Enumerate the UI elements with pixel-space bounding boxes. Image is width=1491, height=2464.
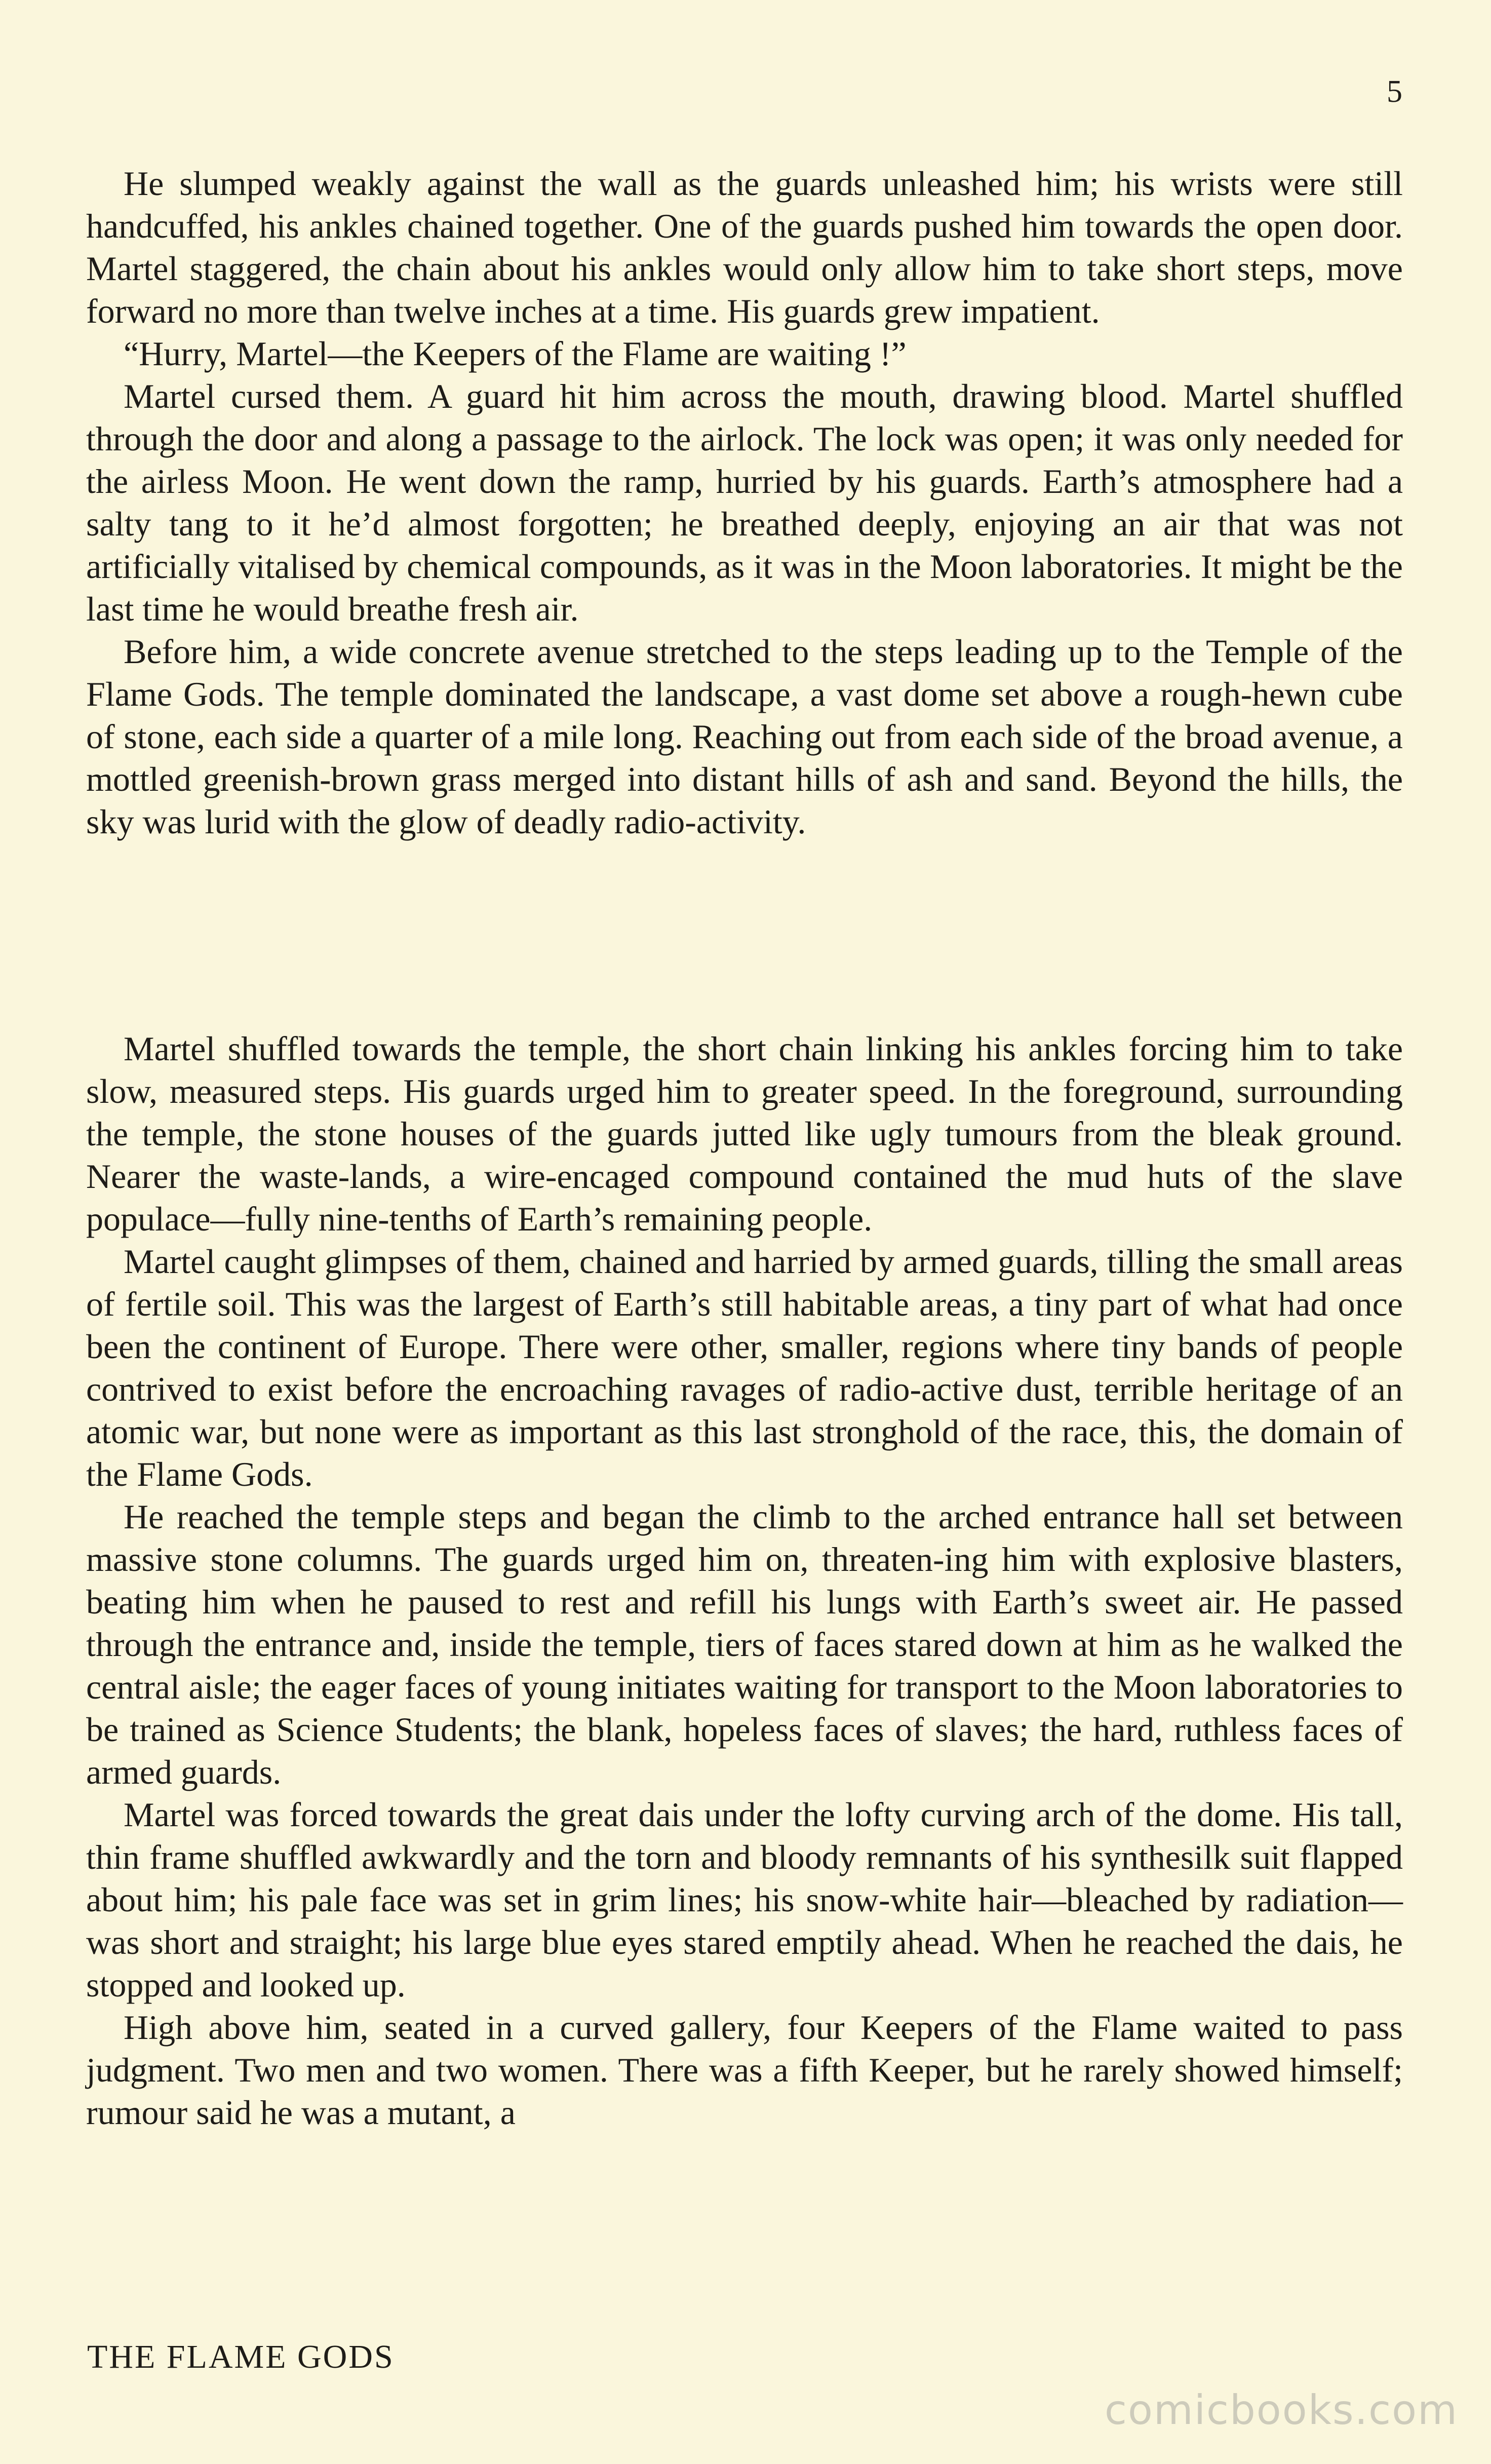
text-section-two bbox=[86, 1027, 1403, 2134]
page-number: 5 bbox=[1387, 74, 1402, 109]
paragraph: Martel cursed them. A guard hit him across the mouth, drawing blood. Martel shuffled through the door and along a passage to the airlock. The lock was open; it was only needed for the airless Moon. He went down the ramp, hurried by his guards. Earth’s atmosphere had a salty tang to it he’d almost forgotten; he breathed deeply, enjoying an air that was not artificially vitalised by chemical compounds, as it was in the Moon laboratories. It might be the last time he would breathe fresh air. bbox=[86, 377, 1403, 628]
paragraph: Martel was forced towards the great dais under the lofty curving arch of the dome. His tall, thin frame shuffled awkwardly and the torn and bloody remnants of his synthesilk suit flapped about him; his pale face was set in grim lines; his snow-white hair—bleached by radiation—was short and straight; his large blue eyes stared emptily ahead. When he reached the dais, he stopped and looked up. bbox=[86, 1795, 1403, 2004]
paragraph: Before him, a wide concrete avenue stretched to the steps leading up to the Temple of the Flame Gods. The temple dominated the landscape, a vast dome set above a rough-hewn cube of stone, each side a quarter of a mile long. Reaching out from each side of the broad avenue, a mottled greenish-brown grass merged into distant hills of ash and sand. Beyond the hills, the sky was lurid with the glow of deadly radio-activity. bbox=[86, 632, 1403, 841]
paragraph: He reached the temple steps and began the climb to the arched entrance hall set between massive stone columns. The guards urged him on, threaten-ing him with explosive blasters, beating him when he paused to rest and refill his lungs with Earth’s sweet air. He passed through the entrance and, inside the temple, tiers of faces stared down at him as he walked the central aisle; the eager faces of young initiates waiting for transport to the Moon laboratories to be trained as Science Students; the blank, hopeless faces of slaves; the hard, ruthless faces of armed guards. bbox=[86, 1497, 1403, 1791]
running-footer-title: THE FLAME GODS bbox=[87, 2338, 395, 2375]
paragraph: High above him, seated in a curved gallery, four Keepers of the Flame waited to pass judgment. Two men and two women. There was a fifth Keeper, but he rarely showed himself; rumour said he was a mutant, a bbox=[86, 2008, 1403, 2132]
paragraph: “Hurry, Martel—the Keepers of the Flame are waiting !” bbox=[124, 334, 907, 373]
watermark: comicbooks.com bbox=[1104, 2386, 1458, 2434]
paragraph: Martel caught glimpses of them, chained and harried by armed guards, tilling the small areas of fertile soil. This was the largest of Earth’s still habitable areas, a tiny part of what had once been the continent of Europe. There were other, smaller, regions where tiny bands of people contrived to exist before the encroaching ravages of radio-active dust, terrible heritage of an atomic war, but none were as important as this last stronghold of the race, this, the domain of the Flame Gods. bbox=[86, 1242, 1403, 1493]
paragraph: He slumped weakly against the wall as the guards unleashed him; his wrists were still handcuffed, his ankles chained together. One of the guards pushed him towards the open door. Martel staggered, the chain about his ankles would only allow him to take short steps, move forward no more than twelve inches at a time. His guards grew impatient. bbox=[86, 164, 1403, 330]
paragraph: Martel shuffled towards the temple, the short chain linking his ankles forcing him to take slow, measured steps. His guards urged him to greater speed. In the foreground, surrounding the temple, the stone houses of the guards jutted like ugly tumours from the bleak ground. Nearer the waste-lands, a wire-encaged compound contained the mud huts of the slave populace—fully nine-tenths of Earth’s remaining people. bbox=[86, 1029, 1403, 1238]
text-section-one bbox=[86, 162, 1403, 843]
